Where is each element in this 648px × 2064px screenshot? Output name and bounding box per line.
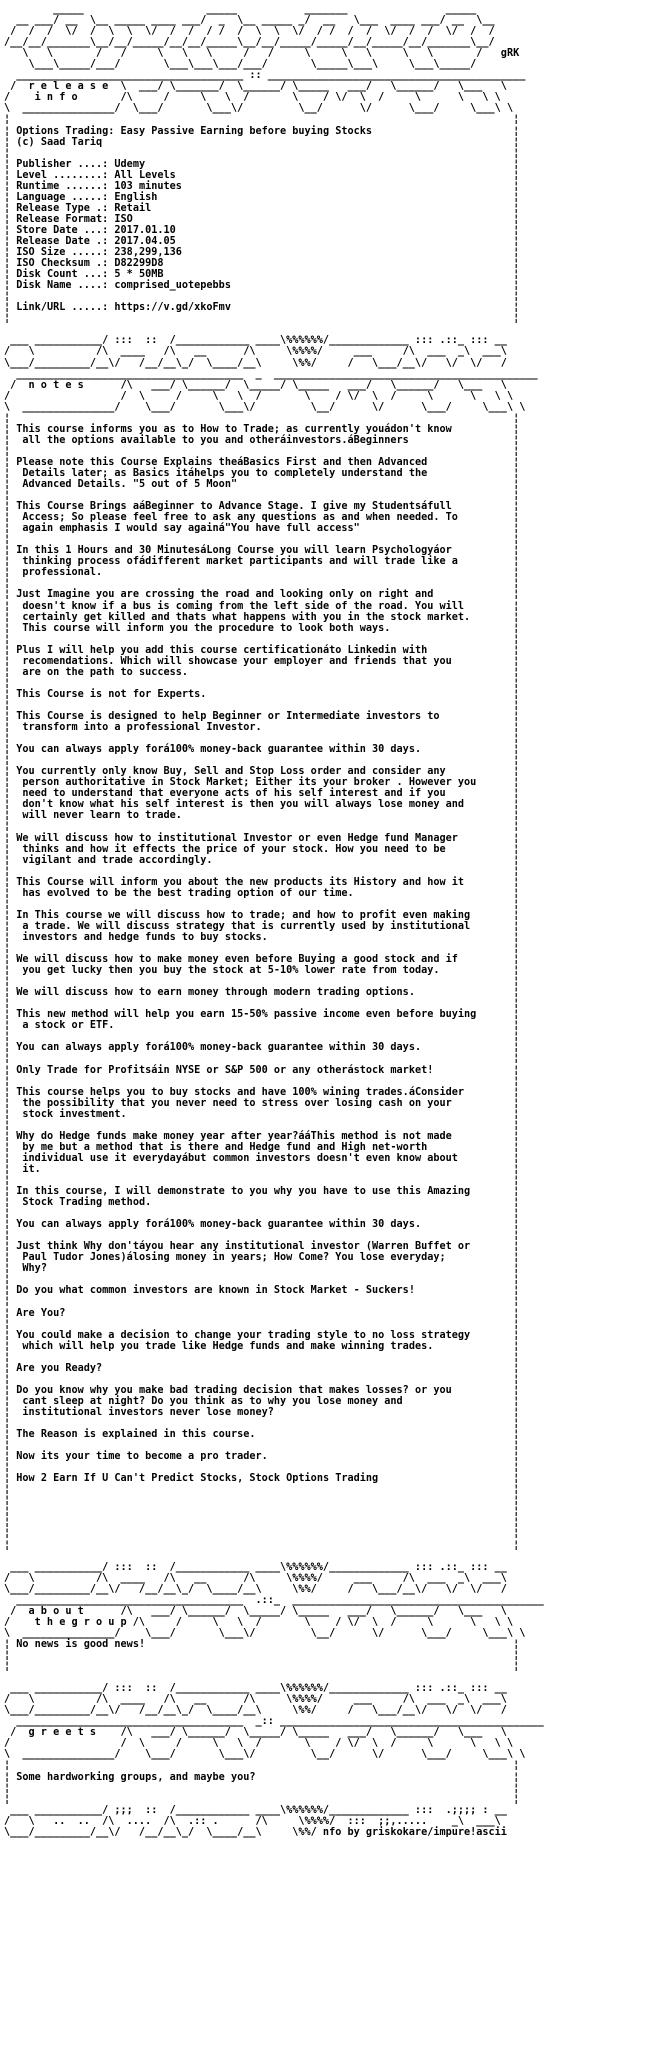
section-text-line-row: ¦ We will discuss how to earn money through modern trading options. ¦	[4, 987, 520, 999]
section-text-line: Advanced Details. "5 out of 5 Moon"	[16, 479, 238, 491]
section-text-line-row: ¦ ¦	[4, 1119, 520, 1131]
section-text-line-row: ¦ ¦	[4, 1661, 520, 1673]
section-text-line-row: ¦ ¦	[4, 490, 520, 502]
section-text-line-row: ¦ Do you know why you make bad trading decision that makes losses? or you ¦	[4, 1384, 520, 1396]
section-text-line-row: ¦ Only Trade for Profitsáin NYSE or S&P 500 or any otherástock market! ¦	[4, 1064, 520, 1076]
section-text-line: We will discuss how to make money even before Buying a good stock and if	[16, 954, 458, 966]
section-text-line: Disk Count ...: 5 * 50MB	[16, 269, 164, 281]
section-text-line: cant sleep at night? Do you think as to why you lose money and	[16, 1395, 403, 1407]
section-text-line: We will discuss how to institutional Investor or even Hedge fund Manager	[16, 832, 458, 844]
section-text-line-row: ¦ In This course we will discuss how to trade; and how to profit even making ¦	[4, 909, 520, 921]
section-text-line-row: ¦ This Course Brings aáBeginner to Advance Stage. I give my Studentsáfull ¦	[4, 501, 520, 513]
section-text-line-row: ¦ ¦	[4, 1230, 520, 1242]
section-text-line-row: ¦ ¦	[4, 733, 520, 745]
section-text-line-row: ¦ ¦	[4, 1274, 520, 1286]
section-text-line-row: ¦ You can always apply forá100% money-back guarantee within 30 days. ¦	[4, 1219, 520, 1231]
section-text-line: Are You?	[16, 1307, 66, 1319]
section-text-line: Do you what common investors are known in Stock Market - Suckers!	[16, 1285, 415, 1297]
section-text-line-row: ¦ (c) Saad Tariq ¦	[4, 136, 520, 148]
section-text-line: Do you know why you make bad trading decision that makes losses? or you	[16, 1384, 452, 1396]
section-text-line-row: ¦ Do you what common investors are known in Stock Market - Suckers! ¦	[4, 1285, 520, 1297]
banner-line: __ ___/ __ \__ _____ ____ ___/ _ \__ _____ _/ __ \___ ____ ___/ __ \__	[4, 15, 495, 27]
section-text-line-row: ¦ ¦	[4, 578, 520, 590]
section-text-line-row: ¦ vigilant and trade accordingly. ¦	[4, 854, 520, 866]
section-text-line-row: ¦ Why do Hedge funds make money year after year?ááThis method is not made ¦	[4, 1130, 520, 1142]
section-text-line-row: ¦ again emphasis I would say againá"You have full access" ¦	[4, 523, 520, 535]
section-text-line: Only Trade for Profitsáin NYSE or S&P 500 or any otherástock market!	[16, 1064, 434, 1076]
section-header-line: / a b o u t /\ ___/ \______/ \_____/ \_____ ___/ \______/ \___ \	[4, 1605, 507, 1617]
section-text-line: professional.	[16, 567, 103, 579]
section-text-line: a stock or ETF.	[16, 1020, 115, 1032]
section-text-line-row: ¦ all the options available to you and otheráinvestors.áBeginners ¦	[4, 434, 520, 446]
section-text-line-row: ¦ Are You? ¦	[4, 1307, 520, 1319]
section-text-line-row: ¦ Now its your time to become a pro trader. ¦	[4, 1451, 520, 1463]
section-text-line: No news is good news!	[16, 1638, 146, 1650]
section-text-line: stock investment.	[16, 1108, 127, 1120]
section-text-line-row: ¦ ¦	[4, 1517, 520, 1529]
section-text-line-row: ¦ Release Type .: Retail ¦	[4, 202, 520, 214]
divider-line: \___/_________/__\/ /__/__\_/ \____/__\ \%%/ / \___/__\/ \/ \/ /	[4, 357, 507, 369]
section-text-line-row: ¦ person authoritative in Stock Market; Either its your broker . However you ¦	[4, 777, 520, 789]
section-text-line-row: ¦ you get lucky then you buy the stock at 5-10% lower rate from today. ¦	[4, 965, 520, 977]
section-text-line: the possibility that you never need to stress over losing cash on your	[16, 1097, 452, 1109]
section-text-line-row: ¦ Just think Why don'táyou hear any institutional investor (Warren Buffet or ¦	[4, 1241, 520, 1253]
section-text-line-row: ¦ This new method will help you earn 15-50% passive income even before buying ¦	[4, 1009, 520, 1021]
section-header-line: / i n f o /\ / \ \ / \ / \/ \ / \ \ \ \	[4, 92, 501, 104]
section-text-line-row: ¦ Please note this Course Explains theáBasics First and then Advanced ¦	[4, 456, 520, 468]
section-text-line: thinks and how it effects the price of your stock. How you need to be	[16, 843, 446, 855]
section-text-line-row: ¦ This course helps you to buy stocks and have 100% wining trades.áConsider ¦	[4, 1086, 520, 1098]
section-text-line-row: ¦ You can always apply forá100% money-back guarantee within 30 days. ¦	[4, 1042, 520, 1054]
section-text-line-row: ¦ ¦	[4, 755, 520, 767]
section-header-line: _____________________________________ _:: ___________________________________________	[4, 1716, 544, 1728]
section-header-line: / g r e e t s /\ ___/ \______/ \_____/ \_____ ___/ \______/ \___ \	[4, 1727, 507, 1739]
section-text-line-row: ¦ ¦	[4, 1495, 520, 1507]
section-text-line-row: ¦ Release Format: ISO ¦	[4, 213, 520, 225]
divider-line: / \ /\ ____ /\ __ /\ \%%%%/ ___ /\ ___ _\ ___\	[4, 1572, 507, 1584]
section-text-line: Options Trading: Easy Passive Earning before buying Stocks	[16, 125, 373, 137]
section-text-line-row: ¦ ISO Checksum .: D82299D8 ¦	[4, 258, 520, 270]
section-text-line-row: ¦ This Course is designed to help Beginner or Intermediate investors to ¦	[4, 711, 520, 722]
section-text-line: In this course, I will demonstrate to you why you have to use this Amazing	[16, 1186, 471, 1198]
divider-line	[4, 1672, 519, 1683]
section-text-line: Release Format: ISO	[16, 213, 133, 225]
section-text-line: you get lucky then you buy the stock at 5-10% lower rate from today.	[16, 965, 440, 977]
section-text-line-row: ¦ Runtime ......: 103 minutes ¦	[4, 180, 520, 192]
section-text-line-row: ¦ ¦	[4, 1760, 520, 1772]
section-text-line: which will help you trade like Hedge funds and make winning trades.	[16, 1340, 434, 1352]
banner-line: _____ _____ _______ _____	[4, 4, 477, 15]
section-text-line-row: ¦ Just Imagine you are crossing the road and looking only on right and ¦	[4, 589, 520, 601]
section-text-line-row: ¦ ¦	[4, 534, 520, 546]
section-text-line-row: ¦ need to understand that everyone acts of his self interest and if you ¦	[4, 788, 520, 800]
section-text-line-row: ¦ Publisher ....: Udemy ¦	[4, 158, 520, 170]
section-text-line: has evolved to be the best trading option of our time.	[16, 887, 354, 899]
section-text-line: Runtime ......: 103 minutes	[16, 180, 182, 192]
section-text-line: You can always apply forá100% money-back guarantee within 30 days.	[16, 744, 422, 756]
section-text-line-row: ¦ Plus I will help you add this course certificationáto Linkedin with ¦	[4, 644, 520, 656]
section-text-line: This Course will inform you about the new products its History and how it	[16, 876, 465, 888]
section-text-line: it.	[16, 1163, 41, 1175]
section-text-line-row: ¦ Paul Tudor Jones)álosing money in years; How Come? You lose everyday; ¦	[4, 1252, 520, 1264]
section-text-line-row: ¦ ¦	[4, 942, 520, 954]
section-text-line-row: ¦ ¦	[4, 1649, 520, 1661]
section-header-line: \ _______________/ \___/ \___\/ \__/ \/ \___/ \___\ \	[4, 1749, 526, 1761]
section-text-line-row: ¦ ¦	[4, 1351, 520, 1363]
section-text-line-row: ¦ ¦	[4, 976, 520, 988]
section-text-line-row: ¦ We will discuss how to make money even before Buying a good stock and if ¦	[4, 954, 520, 966]
section-text-line-row: ¦ ¦	[4, 1418, 520, 1429]
section-text-line: a trade. We will discuss strategy that is currently used by institutional	[16, 920, 471, 932]
section-text-line-row: ¦ professional. ¦	[4, 567, 520, 579]
section-header-line: \ _______________/ \___/ \___\/ \__/ \/ \___/ \___\ \	[4, 103, 514, 115]
section-text-line: This course will inform you the procedure to look both ways.	[16, 622, 391, 634]
section-text-line-row: ¦ Disk Count ...: 5 * 50MB ¦	[4, 269, 520, 281]
section-text-line: recomendations. Which will showcase your employer and friends that you	[16, 655, 452, 667]
section-text-line-row: ¦ ¦	[4, 898, 520, 910]
banner-line: /__/__/_______\__/__/_____/__/__/_____\__/__/_____/_____/__/_____/__/_______\__/	[4, 37, 495, 49]
section-text-line-row: ¦ certainly get killed and thats what happens with you in the stock market. ¦	[4, 611, 520, 623]
section-text-line-row: ¦ This course will inform you the procedure to look both ways. ¦	[4, 622, 520, 634]
section-text-line-row: ¦ ¦	[4, 412, 520, 424]
section-text-line-row: ¦ thinks and how it effects the price of your stock. How you need to be ¦	[4, 843, 520, 855]
section-text-line-row: ¦ investors and hedge funds to buy stocks. ¦	[4, 931, 520, 943]
section-text-line-row: ¦ This course informs you as to How to Trade; as currently youádon't know ¦	[4, 423, 520, 435]
section-text-line: This Course is designed to help Beginner or Intermediate investors to	[16, 711, 440, 722]
section-header-line: / n o t e s /\ ___/ \______/ \_____/ \_____ ___/ \______/ \___ \	[4, 379, 507, 391]
divider-line: / \ /\ ____ /\ __ /\ \%%%%/ ___ /\ ___ _\ ___\	[4, 346, 507, 358]
section-text-line-row: ¦ You can always apply forá100% money-back guarantee within 30 days. ¦	[4, 744, 520, 756]
section-text-line: The Reason is explained in this course.	[16, 1429, 256, 1441]
section-text-line-row: ¦ has evolved to be the best trading option of our time. ¦	[4, 887, 520, 899]
section-text-line: How 2 Earn If U Can't Predict Stocks, Stock Options Trading	[16, 1473, 379, 1485]
section-text-line-row: ¦ The Reason is explained in this course. ¦	[4, 1429, 520, 1441]
divider-line	[4, 1551, 519, 1562]
section-text-line: are on the path to success.	[16, 666, 189, 678]
section-text-line-row: ¦ ¦	[4, 1506, 520, 1518]
section-text-line: Release Type .: Retail	[16, 202, 152, 214]
section-text-line: Access; So please feel free to ask any questions as and when needed. To	[16, 512, 458, 524]
section-text-line-row: ¦ ¦	[4, 998, 520, 1010]
section-text-line: Are you Ready?	[16, 1362, 103, 1374]
divider-line: / \ /\ ____ /\ __ /\ \%%%%/ ___ /\ ___ _\ ___\	[4, 1694, 507, 1706]
section-text-line-row: ¦ Some hardworking groups, and maybe you? ¦	[4, 1771, 520, 1783]
section-text-line-row: ¦ Are you Ready? ¦	[4, 1362, 520, 1374]
section-text-line-row: ¦ How 2 Earn If U Can't Predict Stocks, Stock Options Trading ¦	[4, 1473, 520, 1485]
section-text-line: We will discuss how to earn money through modern trading options.	[16, 987, 415, 999]
section-text-line-row: ¦ it. ¦	[4, 1163, 520, 1175]
section-text-line-row: ¦ Stock Trading method. ¦	[4, 1197, 520, 1209]
section-text-line: Plus I will help you add this course certificationáto Linkedin with	[16, 644, 428, 656]
section-text-line-row: ¦ Details later; as Basics itáhelps you to completely understand the ¦	[4, 467, 520, 479]
section-text-line-row: ¦ We will discuss how to institutional Investor or even Hedge fund Manager ¦	[4, 832, 520, 844]
section-text-line-row: ¦ In this 1 Hours and 30 MinutesáLong Course you will learn Psychologyáor ¦	[4, 545, 520, 557]
section-text-line: again emphasis I would say againá"You have full access"	[16, 523, 360, 535]
section-text-line-row: ¦ Level ........: All Levels ¦	[4, 169, 520, 181]
section-text-line-row: ¦ transform into a professional Investor. ¦	[4, 722, 520, 734]
section-text-line: In this 1 Hours and 30 MinutesáLong Course you will learn Psychologyáor	[16, 545, 452, 557]
section-text-line-row: ¦ Release Date .: 2017.04.05 ¦	[4, 235, 520, 247]
section-text-line-row: ¦ ¦	[4, 1208, 520, 1220]
divider-line: \___/_________/__\/ /__/__\_/ \____/__\ \%%/ / \___/__\/ \/ \/ /	[4, 1583, 507, 1595]
section-text-line: investors and hedge funds to buy stocks.	[16, 931, 268, 943]
section-text-line: (c) Saad Tariq	[16, 136, 103, 148]
section-text-line: ISO Checksum .: D82299D8	[16, 258, 164, 270]
divider-line: ___ ___________/ ::: :: /____________ ____\%%%%%%/_____________ ::: .::_ ::: __	[4, 1561, 507, 1573]
section-text-line: need to understand that everyone acts of his self interest and if you	[16, 788, 446, 800]
section-header-line: / / \ / \ \ / \ / \/ \ / \ \ \ \	[4, 390, 514, 402]
section-text-line-row: ¦ ¦	[4, 1031, 520, 1043]
banner-line: \ \ / / \ \ \ / / \ \ \ \ \ / gRK	[4, 48, 520, 60]
section-text-line-row: ¦ ¦	[4, 1440, 520, 1452]
section-text-line: Publisher ....: Udemy	[16, 158, 146, 170]
section-text-line-row: ¦ will never learn to trade. ¦	[4, 810, 520, 822]
section-text-line-row: ¦ ¦	[4, 699, 520, 711]
section-text-line-row: ¦ ¦	[4, 1462, 520, 1474]
section-text-line: Just Imagine you are crossing the road and looking only on right and	[16, 589, 434, 601]
section-header-line: / t h e g r o u p /\ / \ \ / \ / \/ \ / \ \ \ \	[4, 1616, 514, 1628]
section-text-line-row: ¦ ¦	[4, 291, 520, 303]
section-text-line-row: ¦ ¦	[4, 633, 520, 645]
section-text-line: This course informs you as to How to Trade; as currently youádon't know	[16, 423, 452, 435]
section-text-line: You could make a decision to change your trading style to no loss strategy	[16, 1329, 471, 1341]
section-text-line-row: ¦ Disk Name ....: comprised_uotepebbs ¦	[4, 280, 520, 292]
section-header-line: _____________________________________ .::_ _________________________________________	[4, 1594, 544, 1606]
footer-line: \___/_________/__\/ /__/__\_/ \____/__\ \%%/ nfo by griskokare/impure!ascii	[4, 1826, 507, 1838]
section-text-line: You currently only know Buy, Sell and Stop Loss order and consider any	[16, 766, 446, 778]
section-text-line-row: ¦ ¦	[4, 1075, 520, 1087]
section-text-line: This Course Brings aáBeginner to Advance Stage. I give my Studentsáfull	[16, 501, 452, 513]
section-text-line: ISO Size .....: 238,299,136	[16, 247, 182, 259]
section-text-line-row: ¦ ISO Size .....: 238,299,136 ¦	[4, 247, 520, 259]
footer-line: / \ .. .. /\ .... /\ .:: . /\ \%%%%/ ::: ;;,..... _\ ___\	[4, 1815, 501, 1827]
section-text-line: You can always apply forá100% money-back guarantee within 30 days.	[16, 1042, 422, 1054]
section-text-line-row: ¦ This Course is not for Experts. ¦	[4, 688, 520, 700]
section-text-line-row: ¦ You currently only know Buy, Sell and Stop Loss order and consider any ¦	[4, 766, 520, 778]
section-text-line: Some hardworking groups, and maybe you?	[16, 1771, 256, 1783]
section-text-line-row: ¦ Why? ¦	[4, 1263, 520, 1275]
section-text-line: Now its your time to become a pro trader.	[16, 1451, 268, 1463]
section-text-line-row: ¦ Options Trading: Easy Passive Earning before buying Stocks ¦	[4, 125, 520, 137]
section-text-line: Please note this Course Explains theáBasics First and then Advanced	[16, 456, 428, 468]
section-text-line-row: ¦ ¦	[4, 1296, 520, 1308]
section-header-line: \ _______________/ \___/ \___\/ \__/ \/ \___/ \___\ \	[4, 401, 526, 413]
section-text-line: This new method will help you earn 15-50% passive income even before buying	[16, 1009, 477, 1021]
section-header-line: _____________________________________ :: __________________________________________	[4, 70, 526, 82]
section-text-line-row: ¦ ¦	[4, 865, 520, 877]
section-text-line-row: ¦ a trade. We will discuss strategy that is currently used by institutional ¦	[4, 920, 520, 932]
section-text-line-row: ¦ ¦	[4, 1539, 520, 1551]
section-text-line-row: ¦ individual use it everydayábut common investors doesn't even know about ¦	[4, 1152, 520, 1164]
section-text-line-row: ¦ ¦	[4, 1484, 520, 1496]
section-text-line: thinking process ofádifferent market participants and will trade like a	[16, 556, 458, 568]
section-text-line: certainly get killed and thats what happens with you in the stock market.	[16, 611, 471, 623]
section-header-line: _____________________________________ _ ___________________________________________	[4, 368, 538, 380]
section-text-line-row: ¦ don't know what his self interest is then you will always lose money and ¦	[4, 799, 520, 811]
section-text-line-row: ¦ ¦	[4, 1793, 520, 1805]
section-text-line: institutional investors never lose money?	[16, 1406, 274, 1418]
section-text-line: Release Date .: 2017.04.05	[16, 235, 176, 247]
section-text-line: Disk Name ....: comprised_uotepebbs	[16, 280, 231, 292]
section-text-line: In This course we will discuss how to trade; and how to profit even making	[16, 909, 471, 921]
section-text-line-row: ¦ are on the path to success. ¦	[4, 666, 520, 678]
section-text-line-row: ¦ ¦	[4, 677, 520, 689]
section-header-line: / r e l e a s e \ ___/ \_______/ \______/ \_____ ___/ \______/ \___ \	[4, 81, 507, 93]
section-text-line-row: ¦ ¦	[4, 1053, 520, 1065]
section-text-line-row: ¦ Link/URL .....: https://v.gd/xkoFmv ¦	[4, 302, 520, 314]
section-text-line-row: ¦ cant sleep at night? Do you think as to why you lose money and ¦	[4, 1395, 520, 1407]
section-text-line: will never learn to trade.	[16, 810, 182, 822]
section-header-line: / / \ / \ \ / \ / \/ \ / \ \ \ \	[4, 1738, 514, 1750]
section-text-line-row: ¦ the possibility that you never need to stress over losing cash on your ¦	[4, 1097, 520, 1109]
section-text-line-row: ¦ ¦	[4, 1528, 520, 1540]
section-text-line-row: ¦ ¦	[4, 1373, 520, 1385]
section-text-line: person authoritative in Stock Market; Either its your broker . However you	[16, 777, 477, 789]
section-text-line-row: ¦ stock investment. ¦	[4, 1108, 520, 1120]
section-text-line-row: ¦ by me but a method that is there and Hedge fund and High net-worth ¦	[4, 1141, 520, 1153]
section-text-line-row: ¦ This Course will inform you about the new products its History and how it ¦	[4, 876, 520, 888]
section-text-line: Just think Why don'táyou hear any institutional investor (Warren Buffet or	[16, 1241, 471, 1253]
section-text-line-row: ¦ which will help you trade like Hedge funds and make winning trades. ¦	[4, 1340, 520, 1352]
section-text-line-row: ¦ ¦	[4, 114, 520, 126]
section-text-line: This course helps you to buy stocks and have 100% wining trades.áConsider	[16, 1086, 465, 1098]
section-text-line-row: ¦ Access; So please feel free to ask any questions as and when needed. To ¦	[4, 512, 520, 524]
banner-line: \___\_____/___/ \___\___\___/___/ \_____\___\ \___\_____/	[4, 59, 477, 71]
section-text-line-row: ¦ In this course, I will demonstrate to you why you have to use this Amazing ¦	[4, 1186, 520, 1198]
section-text-line: Why do Hedge funds make money year after year?ááThis method is not made	[16, 1130, 452, 1142]
section-text-line-row: ¦ You could make a decision to change your trading style to no loss strategy ¦	[4, 1329, 520, 1341]
section-header-line: \ _______________/ \___/ \___\/ \__/ \/ \___/ \___\ \	[4, 1627, 526, 1639]
section-text-line-row: ¦ ¦	[4, 313, 520, 325]
section-text-line: Stock Trading method.	[16, 1197, 152, 1209]
section-text-line: vigilant and trade accordingly.	[16, 854, 213, 866]
banner-line: / / / \/ / \ \ \/ / / / / / \ \ \/ / / / / \/ / / \/ / /	[4, 26, 495, 38]
section-text-line: individual use it everydayábut common investors doesn't even know about	[16, 1152, 458, 1164]
section-text-line: Why?	[16, 1263, 47, 1275]
section-text-line: Store Date ...: 2017.01.10	[16, 224, 176, 236]
section-text-line: Paul Tudor Jones)álosing money in years; How Come? You lose everyday;	[16, 1252, 446, 1264]
section-text-line: don't know what his self interest is then you will always lose money and	[16, 799, 465, 811]
divider-line: ___ ___________/ ::: :: /____________ ____\%%%%%%/_____________ ::: .::_ ::: __	[4, 1683, 507, 1695]
section-text-line: This Course is not for Experts.	[16, 688, 207, 700]
section-text-line: You can always apply forá100% money-back guarantee within 30 days.	[16, 1219, 422, 1231]
section-text-line-row: ¦ ¦	[4, 821, 520, 833]
footer-line: ___ ___________/ ;;; :: /____________ ____\%%%%%%/_____________ ::: .;;;; : __	[4, 1804, 507, 1816]
section-text-line-row: ¦ a stock or ETF. ¦	[4, 1020, 520, 1032]
section-text-line-row: ¦ recomendations. Which will showcase your employer and friends that you ¦	[4, 655, 520, 667]
section-text-line-row: ¦ Advanced Details. "5 out of 5 Moon" ¦	[4, 479, 520, 491]
section-text-line: Language .....: English	[16, 191, 158, 203]
section-text-line-row: ¦ ¦	[4, 147, 520, 159]
divider-line: ___ ___________/ ::: :: /____________ ____\%%%%%%/_____________ ::: .::_ ::: __	[4, 335, 507, 347]
section-text-line: Level ........: All Levels	[16, 169, 176, 181]
section-text-line-row: ¦ ¦	[4, 1174, 520, 1186]
section-text-line-row: ¦ institutional investors never lose money? ¦	[4, 1406, 520, 1418]
section-text-line-row: ¦ doesn't know if a bus is coming from the left side of the road. You will ¦	[4, 600, 520, 612]
section-text-line-row: ¦ No news is good news! ¦	[4, 1638, 520, 1650]
section-text-line-row: ¦ Language .....: English ¦	[4, 191, 520, 203]
section-text-line: Details later; as Basics itáhelps you to completely understand the	[16, 467, 428, 479]
section-text-line: Link/URL .....: https://v.gd/xkoFmv	[16, 302, 231, 314]
section-text-line: doesn't know if a bus is coming from the left side of the road. You will	[16, 600, 465, 612]
section-text-line-row: ¦ ¦	[4, 1318, 520, 1330]
section-text-line-row: ¦ ¦	[4, 445, 520, 457]
section-text-line: transform into a professional Investor.	[16, 722, 262, 734]
divider-line: \___/_________/__\/ /__/__\_/ \____/__\ \%%/ / \___/__\/ \/ \/ /	[4, 1705, 507, 1717]
section-text-line-row: ¦ thinking process ofádifferent market participants and will trade like a ¦	[4, 556, 520, 568]
divider-line	[4, 324, 519, 335]
section-text-line: all the options available to you and otheráinvestors.áBeginners	[16, 434, 409, 446]
section-text-line-row: ¦ ¦	[4, 1782, 520, 1794]
section-text-line-row: ¦ Store Date ...: 2017.01.10 ¦	[4, 224, 520, 236]
section-text-line: by me but a method that is there and Hedge fund and High net-worth	[16, 1141, 428, 1153]
